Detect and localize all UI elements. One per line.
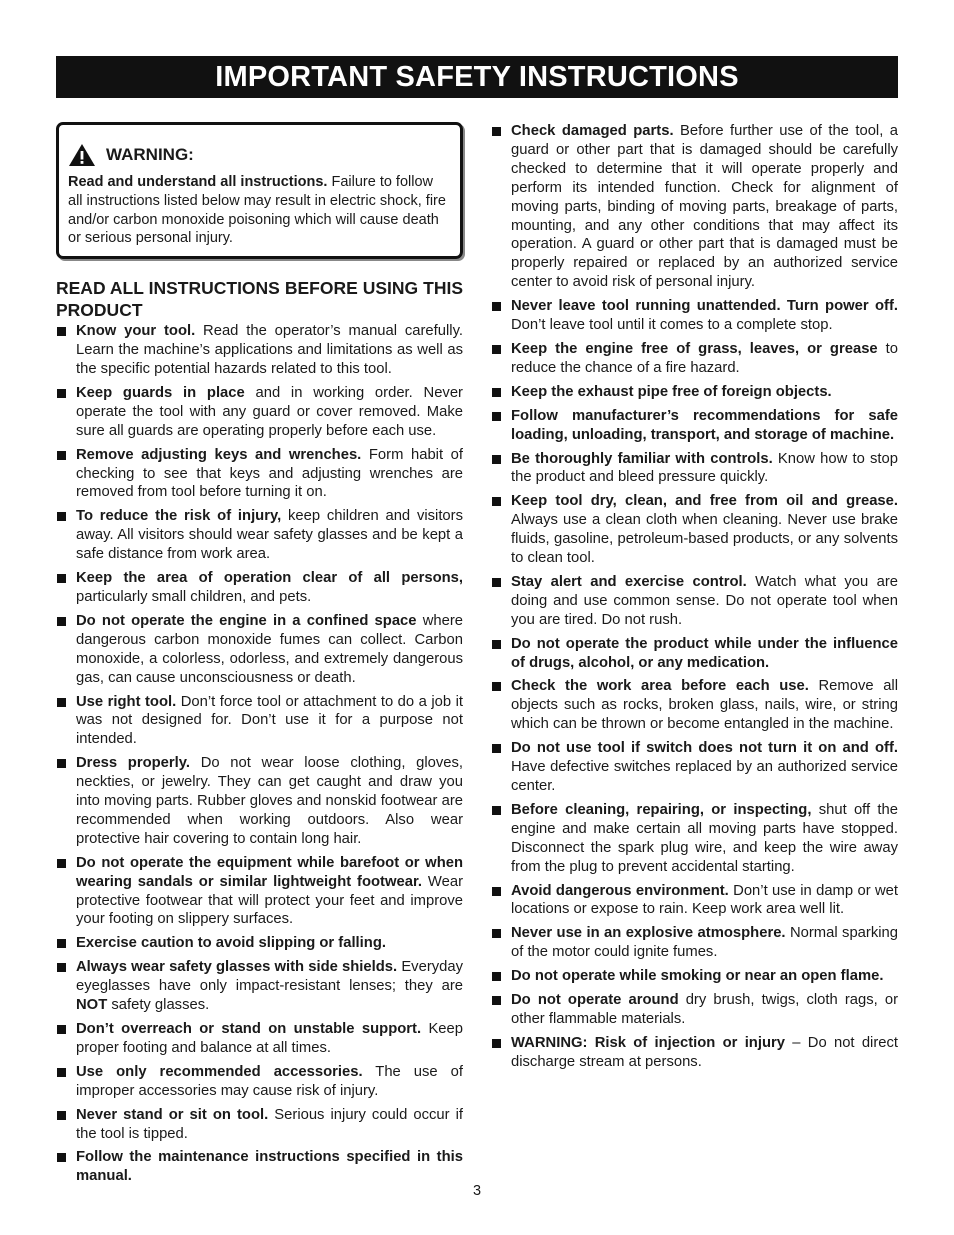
item-bold: Always wear safety glasses with side shields.: [76, 959, 398, 976]
item-bold: Stay alert and exercise control.: [511, 573, 747, 590]
list-item: [491, 967, 898, 986]
warning-text: [68, 173, 451, 248]
item-text: Don’t force tool or attachment to do a job it was not designed for. Don’t use it for a purpose not intended.: [76, 693, 463, 748]
list-item: [491, 635, 898, 673]
warning-bold-text: Read and understand all instructions.: [68, 174, 328, 190]
item-text: to reduce the chance of a fire hazard.: [511, 340, 898, 376]
item-text: Before further use of the tool, a guard or other part that is damaged should be carefully checked to determine that it will operate properly and perform its intended function. Check for alignment of moving parts, binding of moving parts, breakage of parts, mounting, and any other conditions that may affect its operation. A guard or other part that is damaged must be properly repaired or replaced by an authorized service center to avoid risk of personal injury.: [511, 123, 898, 291]
item-text: dry brush, twigs, cloth rags, or other flammable materials.: [511, 992, 898, 1027]
square-bullet-icon: [492, 744, 501, 753]
list-item: [491, 122, 898, 292]
list-item: [491, 340, 898, 378]
square-bullet-icon: [57, 617, 66, 626]
square-bullet-icon: [57, 1068, 66, 1077]
list-item: [491, 450, 898, 488]
item-bold: Before cleaning, repairing, or inspecting,: [511, 801, 812, 818]
warning-box: [56, 122, 463, 259]
item-text: Have defective switches replaced by an authorized service center.: [511, 759, 898, 794]
list-item: [491, 383, 898, 402]
left-column: [56, 122, 463, 1191]
item-text: Remove all objects such as rocks, broken glass, nails, wire, or string which can be thrown or become entangled in the machine.: [511, 678, 898, 733]
list-item: [491, 924, 898, 962]
square-bullet-icon: [492, 972, 501, 981]
square-bullet-icon: [492, 682, 501, 691]
square-bullet-icon: [492, 127, 501, 136]
list-item: [491, 1034, 898, 1072]
item-text: Serious injury could occur if the tool is tipped.: [76, 1106, 463, 1142]
list-item: [491, 739, 898, 796]
warning-body-text: Failure to follow all instructions listed below may result in electric shock, fire and/or carbon monoxide poisoning which will cause death or serious personal injury.: [68, 174, 446, 247]
item-bold: Do not operate the engine in a confined space: [76, 612, 417, 629]
item-text: Do not wear loose clothing, gloves, neckties, or jewelry. They can get caught and draw you into moving parts. Rubber gloves and nonskid footwear are recommended when working outdoors. Also wear protective hair covering to contain long hair.: [76, 755, 463, 847]
list-item: [56, 1106, 463, 1144]
item-bold: Do not operate the product while under the influence of drugs, alcohol, or any medication.: [511, 635, 898, 671]
warning-header: [68, 143, 451, 167]
square-bullet-icon: [57, 759, 66, 768]
item-bold-emphasis: NOT: [76, 997, 108, 1014]
item-text: shut off the engine and make certain all moving parts have stopped. Disconnect the spark plug wire, and keep the wire away from the plug to prevent accidental starting.: [511, 801, 898, 875]
item-bold: Be thoroughly familiar with controls.: [511, 450, 773, 467]
item-text: Everyday eyeglasses have only impact-resistant lenses; they are: [76, 959, 463, 995]
item-bold: Use only recommended accessories.: [76, 1063, 363, 1080]
square-bullet-icon: [57, 389, 66, 398]
item-text: Keep proper footing and balance at all times.: [76, 1021, 463, 1056]
list-item: [491, 882, 898, 920]
square-bullet-icon: [57, 1111, 66, 1120]
item-text: Form habit of checking to see that keys and adjusting wrenches are removed from tool before turning it on.: [76, 446, 464, 501]
list-item: [56, 612, 463, 688]
item-bold: Do not operate while smoking or near an open flame.: [511, 968, 884, 985]
square-bullet-icon: [492, 929, 501, 938]
item-text: Always use a clean cloth when cleaning. Never use brake fluids, gasoline, petroleum-based products, or any solvents to clean tool.: [511, 512, 898, 567]
list-item: [56, 446, 463, 503]
square-bullet-icon: [57, 451, 66, 460]
square-bullet-icon: [492, 302, 501, 311]
square-bullet-icon: [492, 640, 501, 649]
square-bullet-icon: [57, 1153, 66, 1162]
item-text: where dangerous carbon monoxide fumes can collect. Carbon monoxide, a colorless, odorless, and extremely dangerous gas, can cause unconsciousness or death.: [76, 612, 463, 686]
list-item: [56, 569, 463, 607]
item-bold: Keep tool dry, clean, and free from oil and grease.: [511, 493, 898, 510]
item-bold: Dress properly.: [76, 755, 191, 772]
item-bold: Exercise caution to avoid slipping or falling.: [76, 935, 386, 952]
warning-label: WARNING:: [106, 145, 194, 164]
list-item: [491, 297, 898, 335]
section-heading: READ ALL INSTRUCTIONS BEFORE USING THIS PRODUCT: [56, 278, 463, 321]
item-bold: Follow manufacturer’s recommendations for safe loading, unloading, transport, and storage of machine.: [511, 407, 898, 443]
item-bold: WARNING: Risk of injection or injury: [511, 1034, 785, 1051]
square-bullet-icon: [57, 963, 66, 972]
item-bold: Never use in an explosive atmosphere.: [511, 925, 786, 942]
item-bold: Remove adjusting keys and wrenches.: [76, 446, 362, 463]
item-bold: To reduce the risk of injury,: [76, 508, 282, 525]
item-text: Normal sparking of the motor could ignite fumes.: [511, 925, 898, 961]
list-item: [491, 801, 898, 877]
item-text: Watch what you are doing and use common sense. Do not operate tool when you are tired. Do not rush.: [511, 573, 898, 628]
square-bullet-icon: [492, 455, 501, 464]
item-text: – Do not direct discharge stream at persons.: [511, 1034, 898, 1070]
square-bullet-icon: [57, 859, 66, 868]
list-item: [56, 958, 463, 1015]
square-bullet-icon: [492, 345, 501, 354]
page-title-bar: [56, 56, 898, 98]
page-number: 3: [472, 1183, 482, 1199]
left-instruction-list: [56, 322, 463, 1186]
warning-triangle-icon: [68, 143, 96, 167]
square-bullet-icon: [57, 1025, 66, 1034]
list-item: [56, 1063, 463, 1101]
item-text: The use of improper accessories may cause risk of injury.: [76, 1063, 463, 1099]
item-text: Read the operator’s manual carefully. Learn the machine’s applications and limitations as well as the specific potential hazards related to this tool.: [76, 323, 463, 377]
item-bold: Keep the exhaust pipe free of foreign objects.: [511, 383, 832, 400]
item-bold: Know your tool.: [76, 323, 196, 340]
item-bold: Check damaged parts.: [511, 123, 674, 139]
list-item: [56, 934, 463, 953]
item-bold: Keep guards in place: [76, 384, 245, 401]
item-bold: Don’t overreach or stand on unstable support.: [76, 1021, 422, 1037]
square-bullet-icon: [57, 512, 66, 521]
square-bullet-icon: [57, 327, 66, 336]
square-bullet-icon: [57, 574, 66, 583]
list-item: [56, 754, 463, 849]
item-text: Don’t use in damp or wet locations or expose to rain. Keep work area well lit.: [511, 882, 898, 918]
right-instruction-list: [491, 122, 898, 1072]
list-item: [56, 854, 463, 930]
item-text: keep children and visitors away. All visitors should wear safety glasses and be kept a safe distance from work area.: [76, 508, 463, 563]
item-text-end: safety glasses.: [107, 997, 210, 1014]
item-bold: Follow the maintenance instructions specified in this manual.: [76, 1149, 463, 1185]
list-item: [491, 407, 898, 445]
right-column: [491, 122, 898, 1077]
list-item: [491, 573, 898, 630]
list-item: [56, 693, 463, 750]
square-bullet-icon: [492, 1039, 501, 1048]
list-item: [491, 991, 898, 1029]
item-text: Wear protective footwear that will protect your feet and improve your footing on slippery surfaces.: [76, 873, 463, 928]
list-item: [56, 322, 463, 379]
item-bold: Do not operate the equipment while barefoot or when wearing sandals or similar lightweight footwear.: [76, 854, 463, 890]
item-bold: Keep the engine free of grass, leaves, or grease: [511, 340, 878, 357]
item-bold: Check the work area before each use.: [511, 678, 809, 695]
list-item: [491, 677, 898, 734]
item-bold: Do not use tool if switch does not turn it on and off.: [511, 740, 898, 757]
square-bullet-icon: [492, 887, 501, 896]
square-bullet-icon: [492, 578, 501, 587]
item-text: and in working order. Never operate the tool with any guard or cover removed. Make sure all guards are operating properly before each use.: [76, 384, 463, 439]
square-bullet-icon: [492, 996, 501, 1005]
item-text: particularly small children, and pets.: [76, 588, 312, 605]
square-bullet-icon: [57, 939, 66, 948]
list-item: [56, 384, 463, 441]
list-item: [491, 492, 898, 568]
item-text: Know how to stop the product and bleed pressure quickly.: [511, 450, 898, 486]
item-bold: Use right tool.: [76, 693, 177, 710]
list-item: [56, 507, 463, 564]
item-bold: Avoid dangerous environment.: [511, 882, 729, 899]
square-bullet-icon: [492, 497, 501, 506]
square-bullet-icon: [492, 806, 501, 815]
square-bullet-icon: [492, 388, 501, 397]
item-bold: Never leave tool running unattended. Turn power off.: [511, 298, 898, 315]
square-bullet-icon: [57, 698, 66, 707]
list-item: [56, 1020, 463, 1058]
list-item: [56, 1148, 463, 1186]
square-bullet-icon: [492, 412, 501, 421]
page-title: IMPORTANT SAFETY INSTRUCTIONS: [215, 60, 739, 93]
item-bold: Never stand or sit on tool.: [76, 1106, 269, 1123]
item-bold: Do not operate around: [511, 992, 679, 1009]
item-text: Don’t leave tool until it comes to a complete stop.: [511, 317, 833, 334]
item-bold: Keep the area of operation clear of all persons,: [76, 570, 463, 587]
